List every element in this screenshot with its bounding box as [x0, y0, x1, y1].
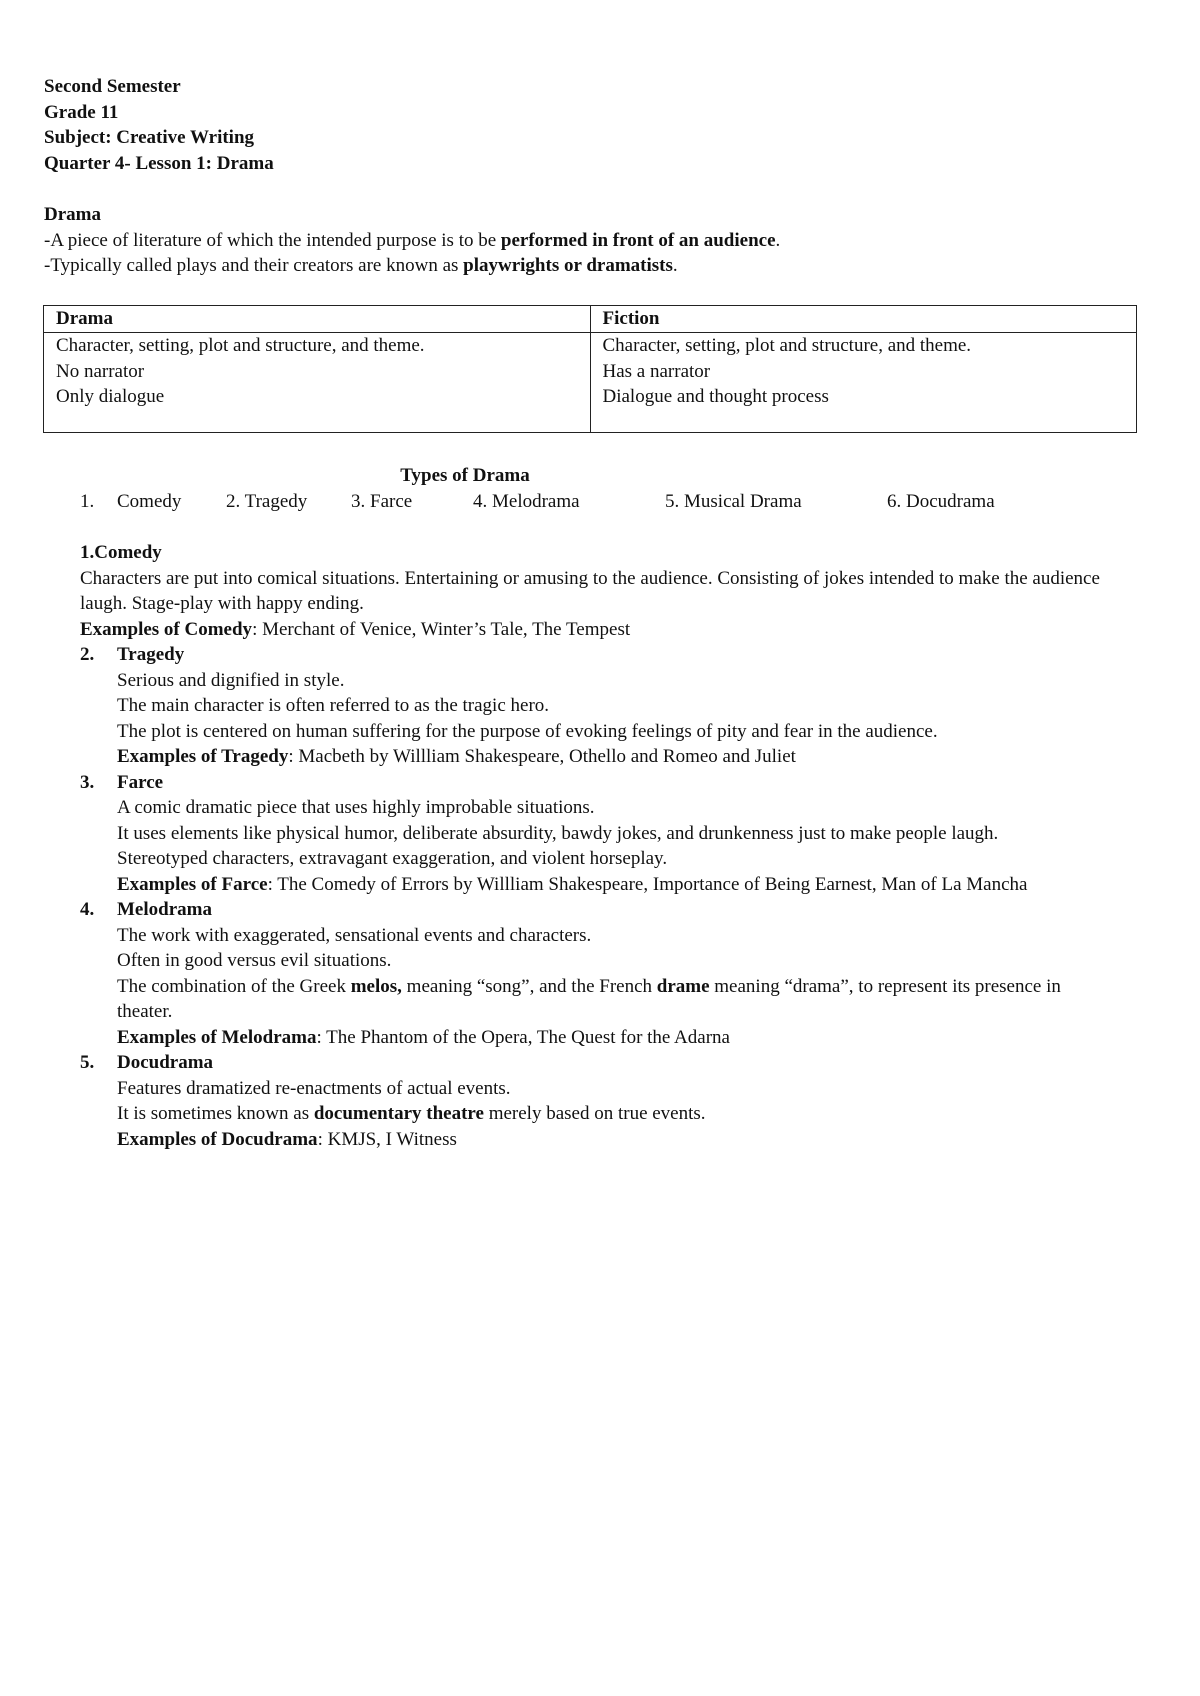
comedy-examples-text: : Merchant of Venice, Winter’s Tale, The Tempest	[252, 618, 631, 640]
lesson-line: Quarter 4- Lesson 1: Drama	[44, 152, 274, 174]
melodrama-combination	[117, 974, 1120, 1025]
farce-line: Stereotyped characters, extravagant exaggeration, and violent horseplay.	[117, 848, 668, 869]
types-body	[80, 540, 1120, 1152]
melodrama-examples-label: Examples of Melodrama	[117, 1026, 317, 1048]
section-farce	[80, 770, 1120, 898]
tragedy-line: Serious and dignified in style.	[117, 669, 345, 691]
grade-line: Grade 11	[44, 101, 119, 123]
drama-cell	[44, 333, 591, 433]
docudrama-examples-text: : KMJS, I Witness	[317, 1128, 457, 1150]
definition-line-1-end: .	[775, 229, 781, 251]
drama-cell-line: Character, setting, plot and structure, and theme.	[56, 335, 425, 356]
definition-line-1	[44, 228, 780, 254]
docudrama-line-2-end: merely based on true events.	[483, 1103, 706, 1124]
type-item: 1.	[80, 491, 95, 512]
farce-examples	[117, 872, 1120, 898]
docudrama-examples	[117, 1127, 1120, 1153]
tragedy-examples-label: Examples of Tragedy	[117, 746, 289, 767]
comedy-heading: 1.Comedy	[80, 542, 162, 563]
melodrama-examples	[117, 1025, 1120, 1051]
melodrama-line: The work with exaggerated, sensational events and characters.	[117, 924, 592, 946]
melodrama-combo-text: meaning “drama”, to represent its presence in theater.	[117, 975, 1061, 1022]
types-list	[0, 489, 1200, 515]
definition-line-1-text: -A piece of literature of which the intended purpose is to be	[44, 229, 501, 251]
tragedy-number: 2.	[80, 644, 95, 665]
docudrama-number: 5.	[80, 1052, 95, 1073]
farce-examples-text: : The Comedy of Errors by Willliam Shakespeare, Importance of Being Earnest, Man of La Mancha	[267, 873, 1028, 895]
comedy-examples	[80, 617, 1120, 643]
docudrama-examples-label: Examples of Docudrama	[117, 1128, 318, 1150]
fiction-cell-line: Character, setting, plot and structure, and theme.	[602, 335, 972, 356]
farce-examples-label: Examples of Farce	[117, 873, 268, 895]
melodrama-combo-text: meaning “song”, and the French	[401, 975, 657, 997]
type-item: 2. Tragedy	[226, 491, 308, 512]
type-item: Comedy	[117, 491, 182, 512]
drama-definition	[44, 202, 780, 279]
melodrama-number: 4.	[80, 899, 95, 920]
tragedy-examples-text: : Macbeth by Willliam Shakespeare, Othello and Romeo and Juliet	[288, 746, 796, 767]
comedy-text: Characters are put into comical situations. Entertaining or amusing to the audience. Consisting of jokes intended to make the audience laugh. Stage-play with happy ending.	[80, 567, 1100, 614]
melodrama-heading: Melodrama	[117, 899, 212, 920]
drama-fiction-table	[43, 305, 1137, 433]
table-header-drama: Drama	[44, 306, 591, 333]
tragedy-body	[80, 668, 1120, 770]
table-header-fiction: Fiction	[590, 306, 1137, 333]
definition-line-2	[44, 253, 780, 279]
tragedy-examples	[117, 744, 1120, 770]
definition-line-1-bold: performed in front of an audience	[500, 229, 776, 251]
section-tragedy	[80, 642, 1120, 770]
type-item: 6. Docudrama	[887, 491, 995, 512]
section-melodrama	[80, 897, 1120, 1050]
docudrama-heading-row	[80, 1050, 1120, 1076]
melodrama-combo-melos: melos,	[350, 975, 402, 997]
type-item: 5. Musical Drama	[665, 491, 802, 512]
tragedy-line: The plot is centered on human suffering for the purpose of evoking feelings of pity and fear in the audience.	[117, 720, 938, 742]
docudrama-heading: Docudrama	[117, 1052, 214, 1073]
melodrama-combo-text: The combination of the Greek	[117, 975, 351, 997]
definition-title: Drama	[44, 204, 101, 225]
docudrama-body	[80, 1076, 1120, 1153]
semester-line: Second Semester	[44, 76, 181, 97]
melodrama-body	[80, 923, 1120, 1051]
melodrama-line: Often in good versus evil situations.	[117, 950, 392, 971]
farce-line: A comic dramatic piece that uses highly improbable situations.	[117, 797, 595, 818]
definition-line-2-bold: playwrights or dramatists	[463, 255, 673, 276]
tragedy-heading-row	[80, 642, 1120, 668]
farce-heading-row	[80, 770, 1120, 796]
fiction-cell-line: Has a narrator	[602, 360, 711, 382]
melodrama-heading-row	[80, 897, 1120, 923]
farce-heading: Farce	[117, 771, 164, 793]
definition-line-2-text: -Typically called plays and their creators are known as	[44, 255, 464, 276]
docudrama-line-2	[117, 1101, 1120, 1127]
table-header-row	[44, 306, 1137, 333]
docudrama-line: Features dramatized re-enactments of actual events.	[117, 1077, 511, 1099]
docudrama-line-2-text: It is sometimes known as	[117, 1103, 314, 1124]
farce-body	[80, 795, 1120, 897]
drama-cell-line: Only dialogue	[56, 386, 165, 407]
fiction-cell-line: Dialogue and thought process	[602, 386, 829, 407]
farce-line: It uses elements like physical humor, deliberate absurdity, bawdy jokes, and drunkenness just to make people laugh.	[117, 822, 999, 844]
tragedy-line: The main character is often referred to as the tragic hero.	[117, 695, 550, 716]
docudrama-line-2-bold: documentary theatre	[313, 1103, 484, 1124]
drama-cell-line: No narrator	[56, 360, 145, 382]
fiction-cell	[590, 333, 1137, 433]
type-item: 3. Farce	[351, 491, 413, 512]
melodrama-combo-drame: drame	[656, 975, 710, 997]
subject-line: Subject: Creative Writing	[44, 127, 255, 148]
tragedy-heading: Tragedy	[117, 644, 185, 665]
definition-line-2-end: .	[672, 255, 678, 276]
document-header	[44, 74, 274, 176]
type-item: 4. Melodrama	[473, 491, 580, 512]
comedy-examples-label: Examples of Comedy	[80, 618, 253, 640]
types-title: Types of Drama	[400, 465, 530, 486]
section-docudrama	[80, 1050, 1120, 1152]
section-comedy	[80, 540, 1120, 642]
farce-number: 3.	[80, 771, 95, 793]
melodrama-examples-text: : The Phantom of the Opera, The Quest for the Adarna	[316, 1026, 730, 1048]
table-row	[44, 333, 1137, 433]
